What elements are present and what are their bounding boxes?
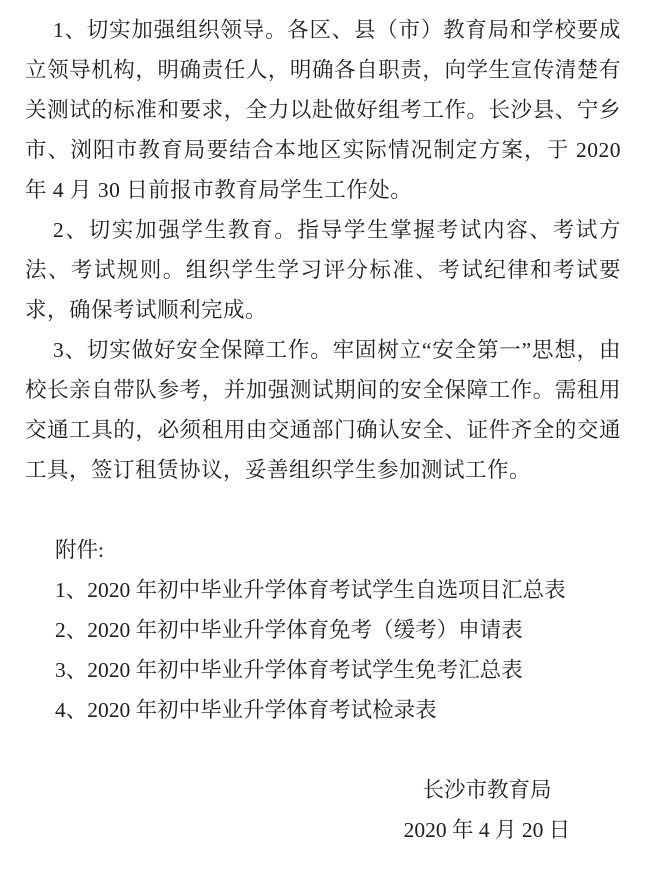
- attachment-item-4: 4、2020 年初中毕业升学体育考试检录表: [55, 698, 437, 722]
- attachments-section: [25, 530, 621, 730]
- paragraph-2: 2、切实加强学生教育。指导学生掌握考试内容、考试方法、考试规则。组织学生学习评分标准、考试纪律和考试要求，确保考试顺利完成。: [25, 218, 621, 322]
- paragraph-3: 3、切实做好安全保障工作。牢固树立“安全第一”思想，由校长亲自带队参考，并加强测试期间的安全保障工作。需租用交通工具的，必须租用由交通部门确认安全、证件齐全的交通工具，签订租赁协议，妥善组织学生参加测试工作。: [25, 338, 621, 482]
- attachment-item-2: 2、2020 年初中毕业升学体育免考（缓考）申请表: [55, 618, 523, 642]
- signature-date: 2020 年 4 月 20 日: [403, 818, 571, 842]
- signature-issuer: 长沙市教育局: [422, 778, 552, 802]
- paragraph-1: 1、切实加强组织领导。各区、县（市）教育局和学校要成立领导机构，明确责任人，明确各自职责，向学生宣传清楚有关测试的标准和要求，全力以赴做好组考工作。长沙县、宁乡市、浏阳市教育局要结合本地区实际情况制定方案，于 2020 年 4 月 30 日前报市教育局学生工作处。: [25, 18, 621, 202]
- signature-block: [382, 770, 592, 850]
- attachment-item-1: 1、2020 年初中毕业升学体育考试学生自选项目汇总表: [55, 578, 566, 602]
- attachment-item-3: 3、2020 年初中毕业升学体育考试学生免考汇总表: [55, 658, 523, 682]
- attachments-label: 附件:: [55, 538, 104, 562]
